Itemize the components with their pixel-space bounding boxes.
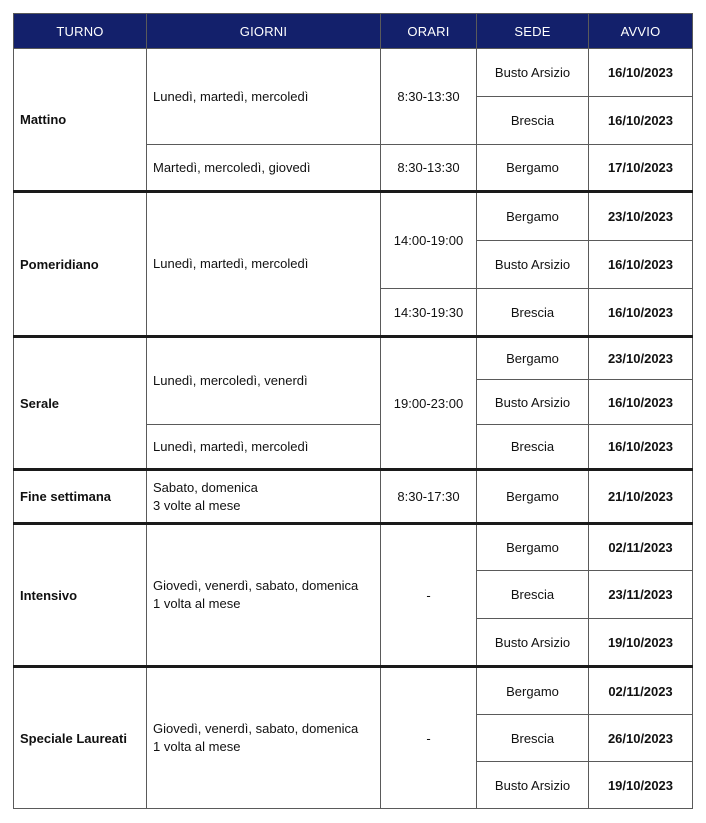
avvio-cell: 19/10/2023 <box>589 762 693 809</box>
avvio-cell: 21/10/2023 <box>589 470 693 524</box>
avvio-cell: 26/10/2023 <box>589 715 693 762</box>
sede-cell: Brescia <box>477 289 589 337</box>
orari-cell: - <box>381 524 477 667</box>
sede-cell: Busto Arsizio <box>477 49 589 97</box>
table-row <box>14 49 693 97</box>
turno-cell: Mattino <box>14 49 147 192</box>
turno-cell: Fine settimana <box>14 470 147 524</box>
sede-cell: Busto Arsizio <box>477 619 589 667</box>
orari-cell: 14:00-19:00 <box>381 192 477 289</box>
avvio-cell: 19/10/2023 <box>589 619 693 667</box>
avvio-cell: 23/10/2023 <box>589 192 693 241</box>
table-row <box>14 667 693 715</box>
sede-cell: Brescia <box>477 97 589 145</box>
table-row <box>14 192 693 241</box>
avvio-cell: 23/11/2023 <box>589 571 693 619</box>
giorni-cell: Martedì, mercoledì, giovedì <box>147 145 381 192</box>
avvio-cell: 16/10/2023 <box>589 425 693 470</box>
orari-cell: 19:00-23:00 <box>381 337 477 470</box>
giorni-line: Sabato, domenica <box>153 479 258 495</box>
sede-cell: Bergamo <box>477 337 589 380</box>
header-giorni: GIORNI <box>147 14 381 49</box>
avvio-cell: 02/11/2023 <box>589 667 693 715</box>
sede-cell: Brescia <box>477 571 589 619</box>
turno-cell: Serale <box>14 337 147 470</box>
header-sede: SEDE <box>477 14 589 49</box>
giorni-cell: Lunedì, martedì, mercoledì <box>147 425 381 470</box>
schedule-table <box>13 13 693 809</box>
orari-cell: 8:30-13:30 <box>381 145 477 192</box>
sede-cell: Bergamo <box>477 470 589 524</box>
orari-cell: 8:30-17:30 <box>381 470 477 524</box>
giorni-cell: Lunedì, mercoledì, venerdì <box>147 337 381 425</box>
header-avvio: AVVIO <box>589 14 693 49</box>
avvio-cell: 16/10/2023 <box>589 49 693 97</box>
avvio-cell: 16/10/2023 <box>589 289 693 337</box>
header-turno: TURNO <box>14 14 147 49</box>
header-orari: ORARI <box>381 14 477 49</box>
avvio-cell: 16/10/2023 <box>589 241 693 289</box>
giorni-line: 1 volta al mese <box>153 739 241 754</box>
giorni-line: Giovedì, venerdì, sabato, domenica <box>153 721 359 736</box>
turno-cell: Pomeridiano <box>14 192 147 337</box>
turno-cell: Intensivo <box>14 524 147 667</box>
sede-cell: Brescia <box>477 715 589 762</box>
giorni-line: 1 volta al mese <box>153 596 241 611</box>
table-row <box>14 337 693 380</box>
giorni-cell <box>147 667 381 809</box>
giorni-cell <box>147 470 381 524</box>
avvio-cell: 02/11/2023 <box>589 524 693 571</box>
sede-cell: Busto Arsizio <box>477 241 589 289</box>
sede-cell: Busto Arsizio <box>477 380 589 425</box>
sede-cell: Bergamo <box>477 145 589 192</box>
giorni-line: Giovedì, venerdì, sabato, domenica <box>153 578 359 593</box>
avvio-cell: 16/10/2023 <box>589 97 693 145</box>
giorni-line: 3 volte al mese <box>153 497 241 513</box>
giorni-cell: Lunedì, martedì, mercoledì <box>147 192 381 337</box>
sede-cell: Brescia <box>477 425 589 470</box>
giorni-cell: Lunedì, martedì, mercoledì <box>147 49 381 145</box>
orari-cell: 14:30-19:30 <box>381 289 477 337</box>
sede-cell: Bergamo <box>477 192 589 241</box>
sede-cell: Bergamo <box>477 524 589 571</box>
table-row <box>14 524 693 571</box>
giorni-cell <box>147 524 381 667</box>
sede-cell: Bergamo <box>477 667 589 715</box>
orari-cell: 8:30-13:30 <box>381 49 477 145</box>
avvio-cell: 17/10/2023 <box>589 145 693 192</box>
avvio-cell: 23/10/2023 <box>589 337 693 380</box>
sede-cell: Busto Arsizio <box>477 762 589 809</box>
table-row <box>14 470 693 524</box>
turno-cell: Speciale Laureati <box>14 667 147 809</box>
orari-cell: - <box>381 667 477 809</box>
header-row <box>14 14 693 49</box>
avvio-cell: 16/10/2023 <box>589 380 693 425</box>
